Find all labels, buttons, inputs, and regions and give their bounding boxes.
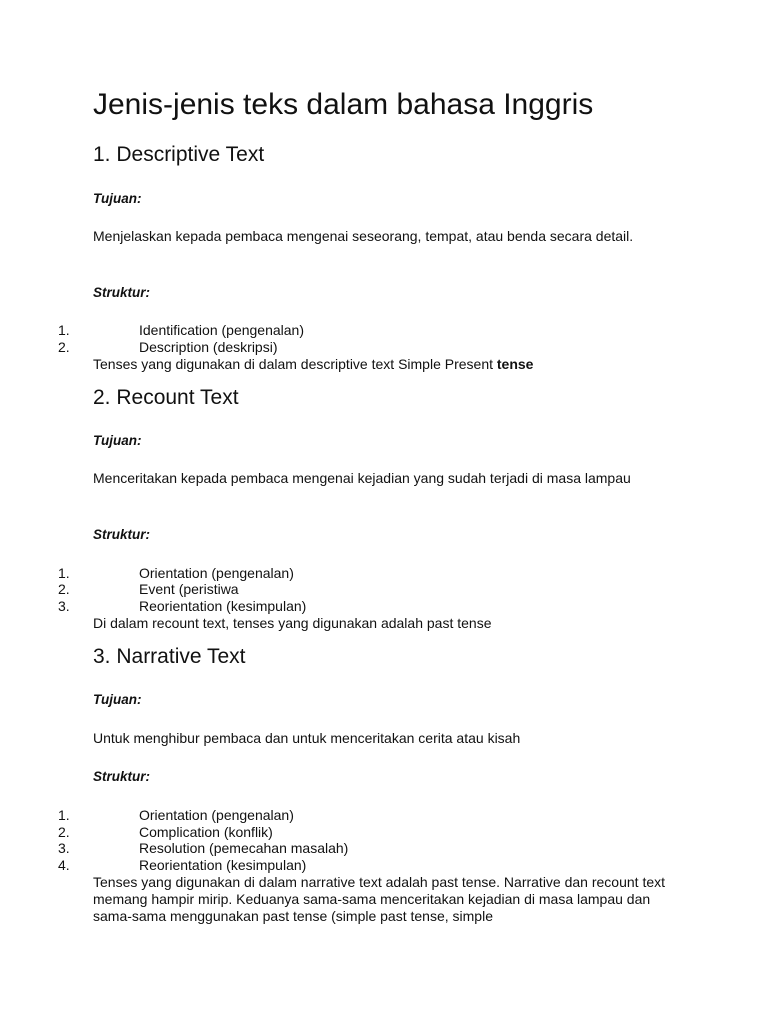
purpose-text: Menjelaskan kepada pembaca mengenai seseorang, tempat, atau benda secara detail. <box>93 228 634 244</box>
purpose-label: Tujuan: <box>93 433 142 448</box>
structure-label: Struktur: <box>93 769 150 784</box>
list-number: 3. <box>58 598 70 614</box>
section-heading-recount: 2. Recount Text <box>93 386 239 409</box>
list-item: Reorientation (kesimpulan) <box>139 857 307 873</box>
list-number: 4. <box>58 857 70 873</box>
tense-text-regular: Tenses yang digunakan di dalam descriptive text Simple Present <box>93 356 497 372</box>
section-heading-descriptive: 1. Descriptive Text <box>93 143 265 166</box>
purpose-text: Menceritakan kepada pembaca mengenai kejadian yang sudah terjadi di masa lampau <box>93 470 631 486</box>
list-number: 2. <box>58 824 70 840</box>
list-item: Reorientation (kesimpulan) <box>139 598 307 614</box>
list-number: 1. <box>58 807 70 823</box>
purpose-label: Tujuan: <box>93 692 142 707</box>
list-item: Complication (konflik) <box>139 824 273 840</box>
list-number: 1. <box>58 565 70 581</box>
list-item: Orientation (pengenalan) <box>139 807 294 823</box>
structure-label: Struktur: <box>93 285 150 300</box>
purpose-text: Untuk menghibur pembaca dan untuk menceritakan cerita atau kisah <box>93 730 521 746</box>
section-heading-narrative: 3. Narrative Text <box>93 645 246 668</box>
list-item: Orientation (pengenalan) <box>139 565 294 581</box>
list-number: 1. <box>58 322 70 338</box>
list-item: Description (deskripsi) <box>139 339 278 355</box>
list-number: 2. <box>58 339 70 355</box>
tense-text <box>93 356 533 373</box>
document-title: Jenis-jenis teks dalam bahasa Inggris <box>93 88 594 121</box>
list-item: Event (peristiwa <box>139 581 239 597</box>
tense-text-bold: tense <box>496 356 534 372</box>
list-number: 2. <box>58 581 70 597</box>
structure-label: Struktur: <box>93 527 150 542</box>
tense-text: Tenses yang digunakan di dalam narrative text adalah past tense. Narrative dan recount text memang hampir mirip. Keduanya sama-sama menceritakan kejadian di masa lampau dan sama-sama menggunakan past tense (simple past tense, simple <box>93 874 666 924</box>
purpose-label: Tujuan: <box>93 191 142 206</box>
tense-text: Di dalam recount text, tenses yang digunakan adalah past tense <box>93 615 492 631</box>
list-item: Resolution (pemecahan masalah) <box>139 840 349 856</box>
list-item: Identification (pengenalan) <box>139 322 305 338</box>
list-number: 3. <box>58 840 70 856</box>
